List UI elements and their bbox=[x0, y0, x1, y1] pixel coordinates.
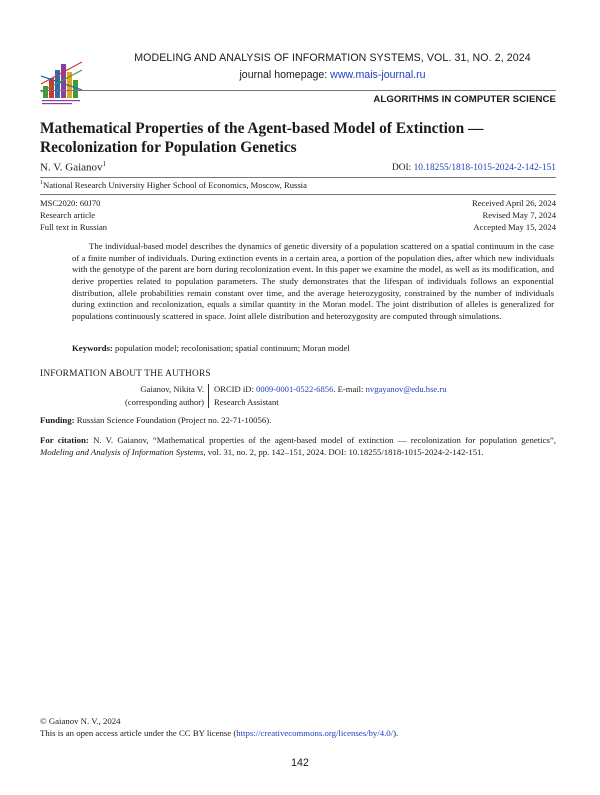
author-role: (corresponding author) bbox=[125, 396, 204, 407]
author-name-block bbox=[40, 383, 204, 408]
doi-link[interactable]: 10.18255/1818-1015-2024-2-142-151 bbox=[413, 163, 556, 173]
homepage-link[interactable]: www.mais-journal.ru bbox=[330, 69, 426, 81]
keywords bbox=[72, 343, 554, 353]
citation-text-1: N. V. Gaianov, “Mathematical properties of the agent-based model of extinction — recolonization for population genetics”, bbox=[93, 435, 556, 445]
author-line bbox=[40, 160, 106, 174]
journal-logo-icon bbox=[40, 56, 84, 106]
received-date: Received April 26, 2024 bbox=[471, 198, 556, 208]
keywords-text: population model; recolonisation; spatial continuum; Moran model bbox=[115, 343, 350, 353]
email-link[interactable]: nvgayanov@edu.hse.ru bbox=[365, 384, 447, 394]
doi-label: DOI: bbox=[391, 163, 412, 173]
msc-code: MSC2020: 60J70 bbox=[40, 198, 101, 208]
title-line-2: Recolonization for Population Genetics bbox=[40, 139, 297, 156]
journal-homepage bbox=[110, 69, 555, 81]
journal-header: MODELING AND ANALYSIS OF INFORMATION SYSTEMS, VOL. 31, NO. 2, 2024 bbox=[134, 52, 531, 64]
author-name: N. V. Gaianov bbox=[40, 161, 103, 174]
section-label: ALGORITHMS IN COMPUTER SCIENCE bbox=[373, 94, 556, 105]
header-rule bbox=[40, 90, 556, 91]
author-divider bbox=[208, 384, 209, 408]
author-contact bbox=[214, 383, 447, 396]
email-label: . E-mail: bbox=[333, 384, 364, 394]
citation-journal: Modeling and Analysis of Information Systems bbox=[40, 447, 204, 457]
citation-label: For citation: bbox=[40, 435, 89, 445]
affiliation bbox=[40, 180, 307, 190]
author-position: Research Assistant bbox=[214, 396, 279, 407]
fulltext-language: Full text in Russian bbox=[40, 222, 108, 232]
license-end: ). bbox=[393, 728, 399, 738]
title-line-1: Mathematical Properties of the Agent-based Model of Extinction — bbox=[40, 120, 484, 137]
article-title bbox=[40, 119, 560, 157]
funding-text: Russian Science Foundation (Project no. 22-71-10056). bbox=[76, 415, 272, 425]
author-sup: 1 bbox=[102, 160, 107, 168]
article-type: Research article bbox=[40, 210, 96, 220]
author-details bbox=[214, 383, 447, 408]
affiliation-rule bbox=[40, 194, 556, 195]
revised-date: Revised May 7, 2024 bbox=[482, 210, 556, 220]
author-rule bbox=[40, 177, 556, 178]
affiliation-sup: 1 bbox=[40, 180, 43, 187]
abstract: The individual-based model describes the dynamics of genetic diversity of a population scattered on a spatial continuum in the case of a finite number of individuals. During extinction events in a certain area, a portion of the population dies, after which new individuals with the genotype of the parent are born during recolonization event. In this paper we examine the model, as well as its modification, and derive properties related to population parameters. The study demonstrates that the lifespan of individuals follows an exponential distribution, allele probabilities remain constant over time, and the average heterozygosity, constrained by the number of individuals during extinction and recolonization, equals a similar quantity in the Moran model. The joint distribution of alleles is generalized for populations continuously scattered in space. Joint allele distribution and heterozygosity are computed through simulations. bbox=[72, 241, 554, 321]
copyright: © Gaianov N. V., 2024 bbox=[40, 716, 121, 726]
citation-text-2: , vol. 31, no. 2, pp. 142–151, 2024. DOI: 10.18255/1818-1015-2024-2-142-151. bbox=[203, 447, 484, 457]
funding bbox=[40, 415, 556, 425]
orcid-label: ORCID iD: bbox=[214, 384, 254, 394]
keywords-label: Keywords: bbox=[72, 343, 113, 353]
author-full-name: Gaianov, Nikita V. bbox=[140, 384, 204, 394]
orcid-link[interactable]: 0009-0001-0522-6856 bbox=[256, 384, 334, 394]
homepage-label: journal homepage: bbox=[239, 69, 328, 81]
accepted-date: Accepted May 15, 2024 bbox=[473, 222, 556, 232]
authors-heading: INFORMATION ABOUT THE AUTHORS bbox=[40, 369, 211, 379]
affiliation-text: National Research University Higher School of Economics, Moscow, Russia bbox=[43, 180, 307, 190]
funding-label: Funding: bbox=[40, 415, 75, 425]
doi bbox=[392, 163, 556, 173]
license bbox=[40, 728, 398, 738]
license-text: This is an open access article under the CC BY license ( bbox=[40, 728, 237, 738]
page-number: 142 bbox=[291, 757, 309, 769]
citation bbox=[40, 434, 556, 458]
license-link[interactable]: https://creativecommons.org/licenses/by/4.0/ bbox=[236, 728, 394, 738]
